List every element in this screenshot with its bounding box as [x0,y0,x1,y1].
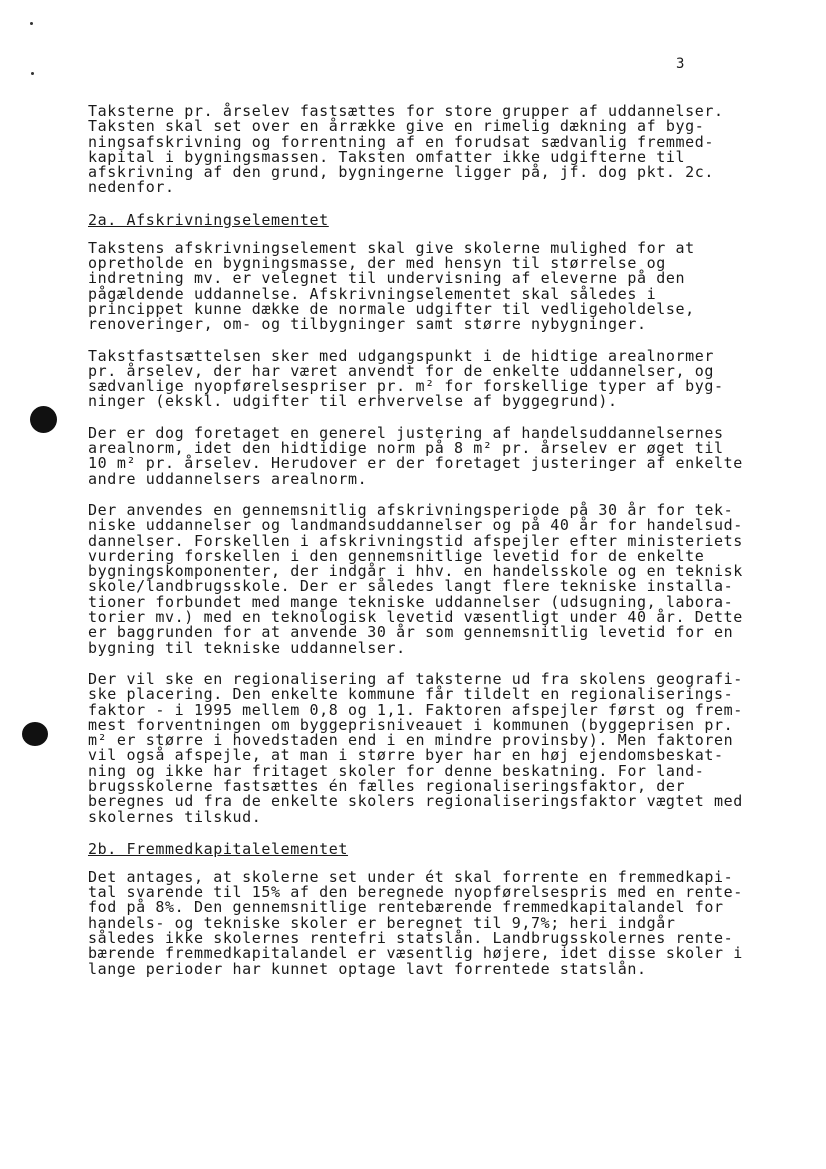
text-line: arealnorm, idet den hidtidige norm på 8 m² pr. årselev er øget til [88,439,724,458]
paragraph [88,867,748,978]
text-line: dannelser. Forskellen i afskrivningstid afspejler efter ministeriets [88,531,743,550]
scan-speck-left [31,72,34,75]
text-line: indretning mv. er velegnet til undervisning af eleverne på den [88,269,686,288]
text-line: opretholde en bygningsmasse, der med hensyn til størrelse og [88,254,666,273]
punch-hole-lower [22,722,48,746]
text-line: beregnes ud fra de enkelte skolers regionaliseringsfaktor vægtet med [88,792,743,811]
section-heading: 2b. Fremmedkapitalelementet [88,839,349,858]
text-line: er baggrunden for at anvende 30 år som gennemsnitlig levetid for en [88,623,734,642]
text-line: tioner forbundet med mange tekniske uddannelser (udsugning, labora- [88,592,734,611]
text-line: Der er dog foretaget en generel justering af handelsuddannelsernes [88,423,724,442]
text-line: ninger (ekskl. udgifter til erhvervelse af byggegrund). [88,392,618,411]
text-line: ningsafskrivning og forrentning af en forudsat sædvanlig fremmed- [88,132,714,151]
paragraph [88,423,748,488]
text-line: vurdering forskellen i den gennemsnitlige levetid for de enkelte [88,546,705,565]
text-line: brugsskolerne fastsættes én fælles regionaliseringsfaktor, der [88,776,686,795]
text-line: faktor - i 1995 mellem 0,8 og 1,1. Faktoren afspejler først og frem- [88,700,743,719]
text-line: Der vil ske en regionalisering af taksterne ud fra skolens geografi- [88,669,743,688]
text-line: lange perioder har kunnet optage lavt forrentede statslån. [88,959,647,978]
text-line: kapital i bygningsmassen. Taksten omfatter ikke udgifterne til [88,147,686,166]
page-number: 3 [676,56,685,72]
text-line: princippet kunne dække de normale udgifter til vedligeholdelse, [88,299,695,318]
text-line: pågældende uddannelse. Afskrivningselementet skal således i [88,284,657,303]
text-line: pr. årselev, der har været anvendt for de enkelte uddannelser, og [88,361,714,380]
text-line: Taksterne pr. årselev fastsættes for store grupper af uddannelser. [88,102,724,120]
text-line: skole/landbrugsskole. Der er således langt flere tekniske installa- [88,577,734,596]
text-line: fod på 8%. Den gennemsnitlige rentebærende fremmedkapitalandel for [88,898,724,917]
text-line: 10 m² pr. årselev. Herudover er der foretaget justeringer af enkelte [88,454,743,473]
document-body [88,104,748,993]
text-line: torier mv.) med en teknologisk levetid væsentligt under 40 år. Dette [88,608,743,627]
paragraph [88,104,748,196]
paragraph [88,346,748,411]
text-line: tal svarende til 15% af den beregnede nyopførelsespris med en rente- [88,883,743,902]
text-line: således ikke skolernes rentefri statslån. Landbrugsskolernes rente- [88,929,734,948]
text-line: sædvanlige nyopførelsespriser pr. m² for forskellige typer af byg- [88,377,724,396]
scan-speck-top [30,22,33,25]
text-line: andre uddannelsers arealnorm. [88,469,368,488]
text-line: nedenfor. [88,178,175,197]
text-line: afskrivning af den grund, bygningerne ligger på, jf. dog pkt. 2c. [88,163,714,182]
punch-hole-upper [30,406,57,433]
text-line: Det antages, at skolerne set under ét skal forrente en fremmedkapi- [88,867,734,886]
text-line: bærende fremmedkapitalandel er væsentlig højere, idet disse skoler i [88,944,743,963]
text-line: ning og ikke har fritaget skoler for denne beskatning. For land- [88,761,705,780]
text-line: handels- og tekniske skoler er beregnet til 9,7%; heri indgår [88,913,676,932]
text-line: mest forventningen om byggeprisniveauet i kommunen (byggeprisen pr. [88,715,734,734]
text-line: skolernes tilskud. [88,807,262,826]
text-line: vil også afspejle, at man i større byer har en høj ejendomsbeskat- [88,746,724,765]
text-line: Taksten skal set over en årrække give en rimelig dækning af byg- [88,117,705,136]
paragraph [88,238,748,334]
paragraph [88,500,748,657]
text-line: ske placering. Den enkelte kommune får tildelt en regionaliserings- [88,685,734,704]
text-line: Der anvendes en gennemsnitlig afskrivningsperiode på 30 år for tek- [88,500,734,519]
paragraph [88,669,748,826]
text-line: niske uddannelser og landmandsuddannelser og på 40 år for handelsud- [88,516,743,535]
text-line: renoveringer, om- og tilbygninger samt større nybygninger. [88,315,647,334]
text-line: m² er større i hovedstaden end i en mindre provinsby). Men faktoren [88,731,734,750]
text-line: bygningskomponenter, der indgår i hhv. en handelsskole og en teknisk [88,562,743,581]
section-heading: 2a. Afskrivningselementet [88,210,329,229]
text-line: Takstfastsættelsen sker med udgangspunkt i de hidtige arealnormer [88,346,714,365]
text-line: Takstens afskrivningselement skal give skolerne mulighed for at [88,238,695,257]
text-line: bygning til tekniske uddannelser. [88,638,406,657]
